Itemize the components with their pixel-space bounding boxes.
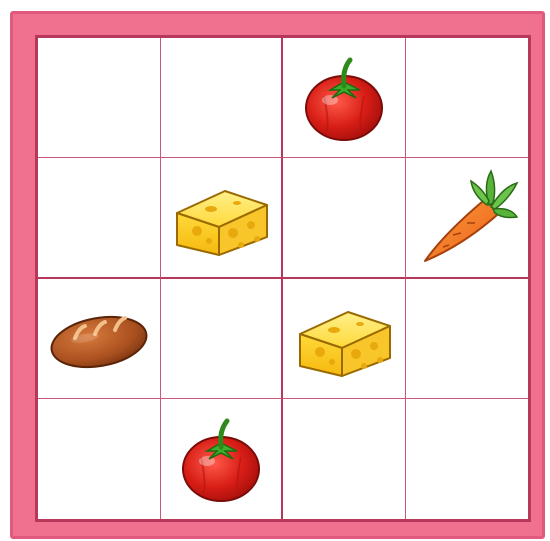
grid-cell-r1-c1[interactable] [38,38,161,158]
grid-cell-r2-c4[interactable] [406,158,529,278]
game-board [35,35,531,522]
grid-cell-r1-c2[interactable] [161,38,284,158]
grid-cell-r2-c1[interactable] [38,158,161,278]
grid-cell-r2-c2[interactable] [161,158,284,278]
grid-cell-r3-c1[interactable] [38,279,161,399]
grid-cell-r3-c2[interactable] [161,279,284,399]
grid-cell-r4-c4[interactable] [406,399,529,519]
grid-cell-r4-c1[interactable] [38,399,161,519]
tomato-icon [167,407,275,511]
tomato-icon [290,46,398,150]
grid-cell-r3-c4[interactable] [406,279,529,399]
bread-icon [45,286,153,390]
grid-cell-r4-c3[interactable] [283,399,406,519]
cheese-icon [167,165,275,269]
grid-cell-r2-c3[interactable] [283,158,406,278]
grid-cell-r1-c4[interactable] [406,38,529,158]
grid-cell-r3-c3[interactable] [283,279,406,399]
cheese-icon [290,286,398,390]
carrot-icon [413,165,521,269]
grid-cell-r1-c3[interactable] [283,38,406,158]
grid-cell-r4-c2[interactable] [161,399,284,519]
